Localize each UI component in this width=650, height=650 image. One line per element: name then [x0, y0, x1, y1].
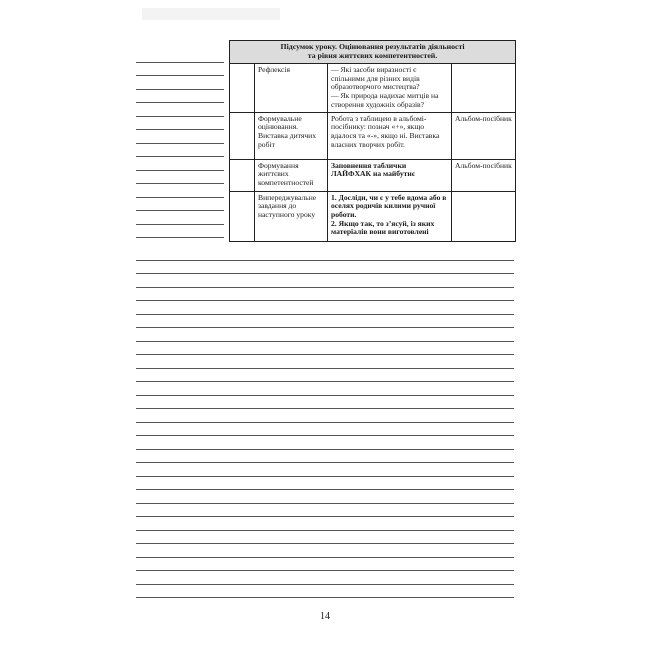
table-row: [230, 63, 516, 112]
stage-cell: Випереджувальне завдання до наступного уроку: [255, 191, 328, 241]
table-row: [230, 112, 516, 159]
resource-cell: Альбом-посібник: [452, 112, 516, 159]
content-cell: 1. Досліди, чи є у тебе вдома або в оселях родичів килими ручної роботи. 2. Якщо так, то з’ясуй, із яких матеріалів вони виготовлені: [328, 191, 452, 241]
page-number: 14: [320, 611, 330, 622]
scan-smudge: [142, 8, 280, 20]
table-header: Підсумок уроку. Оцінювання результатів діяльності та рівня життєвих компетентностей.: [230, 41, 516, 64]
stage-cell: Рефлексія: [255, 63, 328, 112]
lesson-summary-table: [229, 40, 516, 242]
content-cell: Заповнення таблички ЛАЙФХАК на майбутнє: [328, 159, 452, 191]
resource-cell: Альбом-посібник: [452, 159, 516, 191]
table-header-row: [230, 41, 516, 64]
table-row: [230, 159, 516, 191]
resource-cell: [452, 63, 516, 112]
stage-cell: Формування життєвих компетентностей: [255, 159, 328, 191]
table-row: [230, 191, 516, 241]
content-cell: Робота з таблицею в альбомі-посібнику: познач «+», якщо вдалося та «-», якщо ні. Виставка власних творчих робіт.: [328, 112, 452, 159]
ruled-writing-lines: [136, 247, 514, 598]
stage-cell: Формувальне оцінювання. Виставка дитячих робіт: [255, 112, 328, 159]
content-cell: — Які засоби виразності є спільними для різних видів образотворчого мистецтва? — Як природа надихає митців на створення художніх образів?: [328, 63, 452, 112]
margin-writing-lines: [136, 49, 224, 238]
resource-cell: [452, 191, 516, 241]
